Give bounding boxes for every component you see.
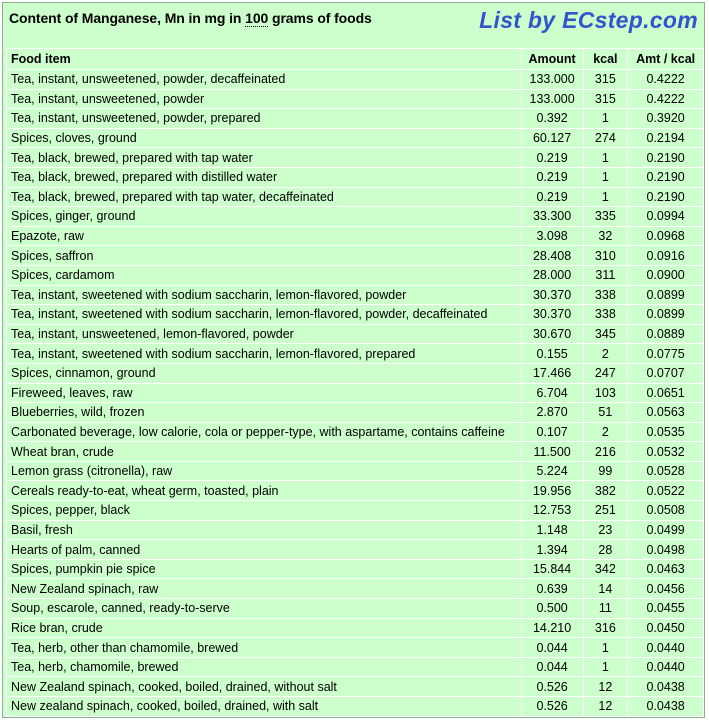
table-row [7, 403, 704, 423]
cell-kcal: 345 [583, 324, 628, 344]
cell-ratio: 0.0775 [628, 344, 704, 364]
cell-food: Lemon grass (citronella), raw [7, 461, 522, 481]
cell-food: Tea, instant, unsweetened, lemon-flavored, powder [7, 324, 522, 344]
cell-food: Epazote, raw [7, 226, 522, 246]
table-row [7, 481, 704, 501]
cell-ratio: 0.0438 [628, 697, 704, 717]
cell-amount: 133.000 [521, 89, 583, 109]
cell-amount: 12.753 [521, 501, 583, 521]
column-header-kcal: kcal [583, 49, 628, 70]
cell-kcal: 1 [583, 167, 628, 187]
cell-amount: 19.956 [521, 481, 583, 501]
table-row [7, 187, 704, 207]
cell-amount: 15.844 [521, 559, 583, 579]
cell-amount: 28.408 [521, 246, 583, 266]
cell-amount: 14.210 [521, 618, 583, 638]
cell-food: Spices, pumpkin pie spice [7, 559, 522, 579]
cell-kcal: 338 [583, 285, 628, 305]
cell-amount: 0.500 [521, 599, 583, 619]
cell-amount: 0.155 [521, 344, 583, 364]
table-row [7, 697, 704, 717]
cell-kcal: 1 [583, 657, 628, 677]
cell-amount: 0.044 [521, 638, 583, 658]
cell-food: Spices, cardamom [7, 265, 522, 285]
table-row [7, 442, 704, 462]
cell-amount: 0.219 [521, 148, 583, 168]
table-row [7, 89, 704, 109]
cell-food: Tea, instant, sweetened with sodium saccharin, lemon-flavored, prepared [7, 344, 522, 364]
cell-kcal: 316 [583, 618, 628, 638]
cell-amount: 60.127 [521, 128, 583, 148]
cell-food: New Zealand spinach, raw [7, 579, 522, 599]
table-row [7, 540, 704, 560]
cell-amount: 1.394 [521, 540, 583, 560]
food-list-panel [2, 2, 705, 718]
cell-kcal: 342 [583, 559, 628, 579]
cell-ratio: 0.2190 [628, 148, 704, 168]
cell-amount: 6.704 [521, 383, 583, 403]
cell-kcal: 1 [583, 109, 628, 129]
cell-kcal: 251 [583, 501, 628, 521]
table-row [7, 246, 704, 266]
table-row [7, 207, 704, 227]
table-row [7, 599, 704, 619]
cell-amount: 2.870 [521, 403, 583, 423]
cell-ratio: 0.0916 [628, 246, 704, 266]
cell-ratio: 0.0563 [628, 403, 704, 423]
cell-food: Tea, herb, other than chamomile, brewed [7, 638, 522, 658]
cell-ratio: 0.4222 [628, 70, 704, 90]
table-row [7, 128, 704, 148]
cell-food: New Zealand spinach, cooked, boiled, drained, without salt [7, 677, 522, 697]
cell-ratio: 0.2190 [628, 187, 704, 207]
cell-amount: 0.044 [521, 657, 583, 677]
cell-kcal: 315 [583, 70, 628, 90]
table-row [7, 520, 704, 540]
table-row [7, 70, 704, 90]
cell-ratio: 0.0707 [628, 363, 704, 383]
page-title [9, 10, 372, 26]
cell-ratio: 0.0522 [628, 481, 704, 501]
cell-food: Tea, black, brewed, prepared with tap water [7, 148, 522, 168]
cell-ratio: 0.0889 [628, 324, 704, 344]
table-row [7, 579, 704, 599]
cell-amount: 0.219 [521, 187, 583, 207]
table-row [7, 363, 704, 383]
table-row [7, 559, 704, 579]
cell-ratio: 0.0900 [628, 265, 704, 285]
cell-amount: 0.392 [521, 109, 583, 129]
table-row [7, 638, 704, 658]
title-prefix: Content of Manganese, Mn in mg in [9, 10, 246, 26]
cell-kcal: 11 [583, 599, 628, 619]
cell-food: Tea, instant, unsweetened, powder, prepared [7, 109, 522, 129]
cell-ratio: 0.0440 [628, 657, 704, 677]
table-row [7, 422, 704, 442]
cell-kcal: 216 [583, 442, 628, 462]
cell-ratio: 0.0456 [628, 579, 704, 599]
cell-kcal: 274 [583, 128, 628, 148]
cell-food: Cereals ready-to-eat, wheat germ, toasted, plain [7, 481, 522, 501]
cell-kcal: 311 [583, 265, 628, 285]
table-row [7, 109, 704, 129]
cell-ratio: 0.0532 [628, 442, 704, 462]
cell-ratio: 0.2190 [628, 167, 704, 187]
cell-kcal: 23 [583, 520, 628, 540]
header [3, 3, 704, 47]
cell-kcal: 247 [583, 363, 628, 383]
table-header-row [7, 49, 704, 70]
cell-kcal: 99 [583, 461, 628, 481]
cell-ratio: 0.0528 [628, 461, 704, 481]
cell-ratio: 0.0508 [628, 501, 704, 521]
cell-amount: 17.466 [521, 363, 583, 383]
cell-ratio: 0.0440 [628, 638, 704, 658]
table-row [7, 461, 704, 481]
cell-kcal: 32 [583, 226, 628, 246]
cell-ratio: 0.0450 [628, 618, 704, 638]
cell-kcal: 103 [583, 383, 628, 403]
cell-amount: 30.670 [521, 324, 583, 344]
cell-ratio: 0.0455 [628, 599, 704, 619]
cell-ratio: 0.4222 [628, 89, 704, 109]
cell-ratio: 0.0994 [628, 207, 704, 227]
cell-food: Carbonated beverage, low calorie, cola or pepper-type, with aspartame, contains caffeine [7, 422, 522, 442]
table-row [7, 677, 704, 697]
cell-kcal: 315 [583, 89, 628, 109]
cell-kcal: 1 [583, 638, 628, 658]
table-row [7, 383, 704, 403]
cell-amount: 1.148 [521, 520, 583, 540]
cell-kcal: 335 [583, 207, 628, 227]
cell-food: Wheat bran, crude [7, 442, 522, 462]
cell-food: Basil, fresh [7, 520, 522, 540]
cell-amount: 0.107 [521, 422, 583, 442]
cell-kcal: 2 [583, 344, 628, 364]
cell-food: Tea, black, brewed, prepared with distilled water [7, 167, 522, 187]
cell-kcal: 12 [583, 677, 628, 697]
cell-amount: 0.219 [521, 167, 583, 187]
title-suffix: grams of foods [268, 10, 372, 26]
cell-ratio: 0.0651 [628, 383, 704, 403]
table-row [7, 344, 704, 364]
table-row [7, 305, 704, 325]
cell-amount: 133.000 [521, 70, 583, 90]
cell-food: Tea, herb, chamomile, brewed [7, 657, 522, 677]
cell-ratio: 0.0535 [628, 422, 704, 442]
cell-amount: 5.224 [521, 461, 583, 481]
cell-amount: 30.370 [521, 305, 583, 325]
cell-food: Blueberries, wild, frozen [7, 403, 522, 423]
cell-amount: 28.000 [521, 265, 583, 285]
table-row [7, 265, 704, 285]
cell-kcal: 2 [583, 422, 628, 442]
cell-kcal: 1 [583, 148, 628, 168]
cell-kcal: 28 [583, 540, 628, 560]
column-header-ratio: Amt / kcal [628, 49, 704, 70]
cell-food: Soup, escarole, canned, ready-to-serve [7, 599, 522, 619]
brand-logo-text[interactable]: List by ECstep.com [479, 7, 698, 33]
cell-food: New zealand spinach, cooked, boiled, drained, with salt [7, 697, 522, 717]
cell-kcal: 338 [583, 305, 628, 325]
cell-ratio: 0.0968 [628, 226, 704, 246]
table-row [7, 226, 704, 246]
cell-food: Tea, black, brewed, prepared with tap water, decaffeinated [7, 187, 522, 207]
cell-kcal: 51 [583, 403, 628, 423]
cell-ratio: 0.0499 [628, 520, 704, 540]
table-row [7, 501, 704, 521]
cell-amount: 3.098 [521, 226, 583, 246]
table-row [7, 148, 704, 168]
cell-food: Hearts of palm, canned [7, 540, 522, 560]
title-highlight: 100 [245, 10, 269, 26]
cell-kcal: 14 [583, 579, 628, 599]
cell-food: Tea, instant, sweetened with sodium saccharin, lemon-flavored, powder [7, 285, 522, 305]
cell-food: Rice bran, crude [7, 618, 522, 638]
cell-kcal: 310 [583, 246, 628, 266]
cell-ratio: 0.3920 [628, 109, 704, 129]
cell-ratio: 0.0498 [628, 540, 704, 560]
table-row [7, 657, 704, 677]
table-row [7, 618, 704, 638]
cell-food: Tea, instant, unsweetened, powder, decaffeinated [7, 70, 522, 90]
table-body [7, 70, 704, 717]
cell-kcal: 1 [583, 187, 628, 207]
cell-kcal: 382 [583, 481, 628, 501]
cell-food: Spices, cloves, ground [7, 128, 522, 148]
cell-amount: 0.526 [521, 697, 583, 717]
cell-food: Spices, pepper, black [7, 501, 522, 521]
cell-ratio: 0.0463 [628, 559, 704, 579]
cell-kcal: 12 [583, 697, 628, 717]
cell-food: Tea, instant, unsweetened, powder [7, 89, 522, 109]
column-header-food: Food item [7, 49, 522, 70]
cell-amount: 33.300 [521, 207, 583, 227]
cell-ratio: 0.0899 [628, 305, 704, 325]
foods-table [6, 48, 704, 717]
cell-food: Fireweed, leaves, raw [7, 383, 522, 403]
table-row [7, 285, 704, 305]
cell-food: Spices, saffron [7, 246, 522, 266]
cell-food: Spices, ginger, ground [7, 207, 522, 227]
cell-food: Spices, cinnamon, ground [7, 363, 522, 383]
cell-ratio: 0.0438 [628, 677, 704, 697]
cell-amount: 0.639 [521, 579, 583, 599]
table-row [7, 324, 704, 344]
cell-ratio: 0.2194 [628, 128, 704, 148]
table-row [7, 167, 704, 187]
cell-amount: 0.526 [521, 677, 583, 697]
column-header-amount: Amount [521, 49, 583, 70]
cell-food: Tea, instant, sweetened with sodium saccharin, lemon-flavored, powder, decaffeinated [7, 305, 522, 325]
cell-ratio: 0.0899 [628, 285, 704, 305]
cell-amount: 30.370 [521, 285, 583, 305]
cell-amount: 11.500 [521, 442, 583, 462]
